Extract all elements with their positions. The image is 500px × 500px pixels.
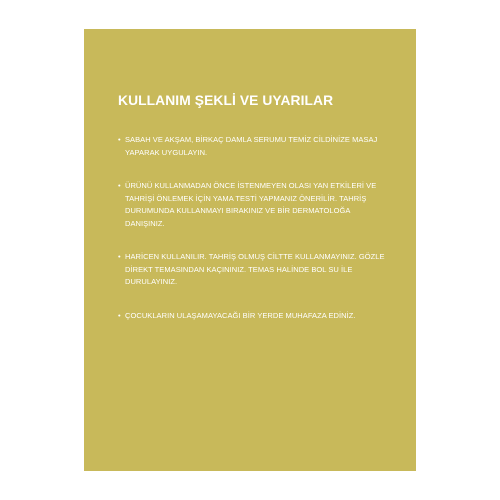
bullet-icon: • [118,310,121,320]
card-title: KULLANIM ŞEKLİ VE UYARILAR [118,93,334,108]
instruction-list [118,134,388,322]
instruction-item [118,310,388,323]
bullet-icon: • [118,135,121,144]
instruction-text: HARİCEN KULLANILIR. TAHRİŞ OLMUŞ CİLTTE KULLANMAYINIZ. GÖZLE DİREKT TEMASINDAN KAÇININIZ. TEMAS HALİNDE BOL SU İLE DURULAYINIZ. [125,252,385,286]
instruction-item [118,251,388,289]
usage-card [84,29,416,471]
bullet-icon: • [118,181,121,190]
instruction-item [118,134,388,159]
bullet-icon: • [118,252,121,261]
instruction-text: ÇOCUKLARIN ULAŞAMAYACAĞI BİR YERDE MUHAFAZA EDİNİZ. [125,310,356,320]
instruction-item [118,180,388,230]
instruction-text: SABAH VE AKŞAM, BİRKAÇ DAMLA SERUMU TEMİZ CİLDİNİZE MASAJ YAPARAK UYGULAYIN. [125,135,378,157]
instruction-text: ÜRÜNÜ KULLANMADAN ÖNCE İSTENMEYEN OLASI YAN ETKİLERİ VE TAHRİŞİ ÖNLEMEK İÇİN YAMA TESTİ YAPMANIZ ÖNERİLİR. TAHRİŞ DURUMUNDA KULLANMAYI BIRAKINIZ VE BİR DERMATOLOĞA DANIŞINIZ. [125,181,377,228]
